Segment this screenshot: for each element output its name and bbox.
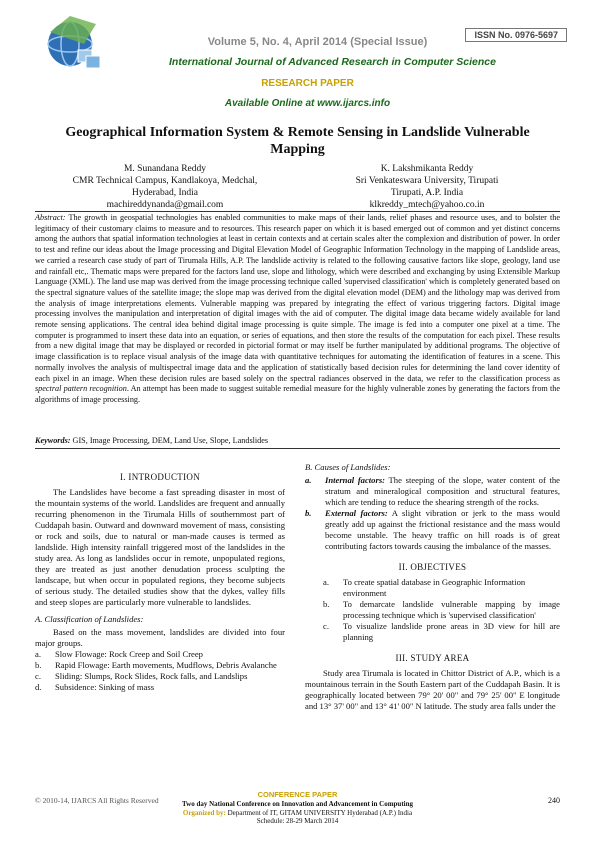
journal-name: International Journal of Advanced Research in Computer Science xyxy=(169,56,496,68)
right-column xyxy=(305,462,560,712)
issn-box: ISSN No. 0976-5697 xyxy=(465,28,567,42)
author-email[interactable]: klkreddy_mtech@yahoo.co.in xyxy=(369,200,485,210)
subsection-heading-causes: B. Causes of Landslides: xyxy=(305,462,391,472)
conference-label: CONFERENCE PAPER xyxy=(257,790,338,799)
section-heading-introduction: I. INTRODUCTION xyxy=(120,472,200,482)
author-block-1 xyxy=(60,163,270,211)
list-item: a. Internal factors: The steeping of the slope, water content of the stratum and mineralogical composition and structural features, which are tending to reduce the shearing strength of the rocks. xyxy=(305,475,560,507)
author-affiliation: Tirupati, A.P. India xyxy=(390,188,464,198)
list-item: c. To visualize landslide prone areas in 3D view for hill are planning xyxy=(323,621,560,642)
list-item: b. Rapid Flowage: Earth movements, Mudflows, Debris Avalanche xyxy=(35,660,277,670)
keywords xyxy=(35,436,560,445)
author-affiliation: Sri Venkateswara University, Tirupati xyxy=(355,176,499,186)
abstract xyxy=(35,213,560,406)
volume-line: Volume 5, No. 4, April 2014 (Special Issue) xyxy=(207,36,428,48)
section-heading-study-area: III. STUDY AREA xyxy=(395,653,470,663)
abstract-italic: spectral pattern recognition xyxy=(35,384,127,394)
author-affiliation: CMR Technical Campus, Kandlakoya, Medchal, xyxy=(72,176,258,186)
keywords-label: Keywords: xyxy=(35,436,71,445)
list-item: d. Subsidence: Sinking of mass xyxy=(35,682,155,692)
author-email[interactable]: machireddynanda@gmail.com xyxy=(106,200,224,210)
divider xyxy=(35,211,560,212)
divider xyxy=(35,448,560,449)
organized-label: Organized by: xyxy=(182,808,226,817)
section-heading-objectives: II. OBJECTIVES xyxy=(398,562,467,572)
list-item: a. Slow Flowage: Rock Creep and Soil Creep xyxy=(35,649,203,659)
copyright: © 2010-14, IJARCS All Rights Reserved xyxy=(35,796,159,805)
list-item: a. To create spatial database in Geographic Information environment xyxy=(323,577,526,598)
author-affiliation: Hyderabad, India xyxy=(132,188,198,198)
paper-title: Geographical Information System & Remote Sensing in Landslide Vulnerable Mapping xyxy=(65,125,530,157)
abstract-label: Abstract: xyxy=(35,213,66,222)
list-item: b. To demarcate landslide vulnerable mapping by image processing technique which is 'supervised classification' xyxy=(323,599,560,620)
introduction-paragraph: The Landslides have become a fast spreading disaster in most of the mountain systems of the world. Landslides are frequent and annually recurring phenomenon in the Tirumala Hills of southernmost part of Cuddapah basin. Outward and downward movement of mass, consisting or rock and soils, due to natural or man-made causes is termed as landslide. High intensity rainfall triggered most of the landslides in the study area. As long as landslides occur in remote, unpopulated regions, they are treated as just another denudation process sculpting the landscape, but when occur in populated regions, they become subjects of serious study. The detailed studies show that the dykes, valley fills and steep slopes are particularly more vulnerable to landslides. xyxy=(35,487,285,607)
page-number: 240 xyxy=(548,796,560,805)
author-block-2 xyxy=(322,163,532,211)
abstract-text: The growth in geospatial technologies has enabled communities to make maps of their lands, relief phases and resource uses, and to bolster the legitimacy of their customary claims to measure and to resources. This research paper on which it is based emerged out of common and yet distinct concerns among the authors that spatial information technologies at least in certain contexts and at certain scales alter the complexion and distribution of power. In order to test and refine our ideas about the Image processing and Digital Elevation Model of Geographic Information Technology in the mapping of Landslide areas, we carried a research case study of part of Tirumala Hills, A.P. The landslide activity is related to the following causative factors like slope, geology, land use and rainfall etc,. Thematic maps were prepared for the factors land use, slope and lithology, which were described and exchanging by using Extensible Markup Language (XML). The land use map was derived from the image processing technique called 'supervised classification' which is completely generated based on the spectral signature values of the satellite image; the slope map was derived from the digital elevation model (DEM) and the lithology map was derived from the analysis of image interpretations elements. Vulnerable mapping was prepared by integrating the effect of various triggering factors. Digital image processing involves the manipulation and interpretation of digital images with the aid of computer. The digital image data became widely available for land remote sensing applications. The central idea behind digital image processing is quite simple. The image is fed into a computer one pixel at a time. The computer is programmed to insert these data into an equation, or series of equations, and then store the results of the computation for each pixel. These results from a new digital image that may be displayed or recorded in pictorial format or may itself be further manipulated by additional programs. The objective of image classification is to replace visual analysis of the image data with quantitative techniques for automating the identification of features in a scene. This normally involves the analysis of multispectral image data and the application of statistically based decision rules for determining the land cover identity of each pixel in an image. When these decision rules are based solely on the spectral radiances observed in the data, we refer to the classification process as xyxy=(35,213,560,383)
author-name: M. Sunandana Reddy xyxy=(123,164,207,174)
subsection-heading-classification: A. Classification of Landslides: xyxy=(35,614,144,624)
paper-type: RESEARCH PAPER xyxy=(261,78,354,89)
abstract-text-end: . An attempt has been made to suggest suitable remedial measure for the highly vulnerable zones by generating the factors from the algorithms of image processing. xyxy=(35,384,560,404)
author-name: K. Lakshmikanta Reddy xyxy=(380,164,474,174)
left-column xyxy=(35,468,285,693)
online-link[interactable]: Available Online at www.ijarcs.info xyxy=(224,98,391,109)
keywords-text: GIS, Image Processing, DEM, Land Use, Slope, Landslides xyxy=(72,436,269,445)
list-item: c. Sliding: Slumps, Rock Slides, Rock falls, and Landslips xyxy=(35,671,248,681)
organized-by: Department of IT, GITAM UNIVERSITY Hyderabad (A.P.) India xyxy=(225,808,413,817)
list-item: b. External factors: A slight vibration or jerk to the mass would greatly add up against the frictional resistance and the mass would become unstable. The heavy traffic on hill roads is of great contributing factors towards causing the imbalance of the masses. xyxy=(305,508,560,551)
classification-paragraph: Based on the mass movement, landslides are divided into four major groups. xyxy=(35,627,285,648)
conference-name: Two day National Conference on Innovation and Advancement in Computing xyxy=(182,800,413,808)
conference-info xyxy=(0,800,595,826)
conference-schedule: Schedule: 28-29 March 2014 xyxy=(256,817,339,825)
study-area-paragraph: Study area Tirumala is located in Chittor District of A.P., which is a mountainous terrain in the South Eastern part of the Cuddapah Basin. It is geographically located between 79° 20' 00" and 79° 25' 00" E longitude and 13° 37' 00" and 13° 41' 00" N latitude. The study area falls under the xyxy=(305,668,560,711)
